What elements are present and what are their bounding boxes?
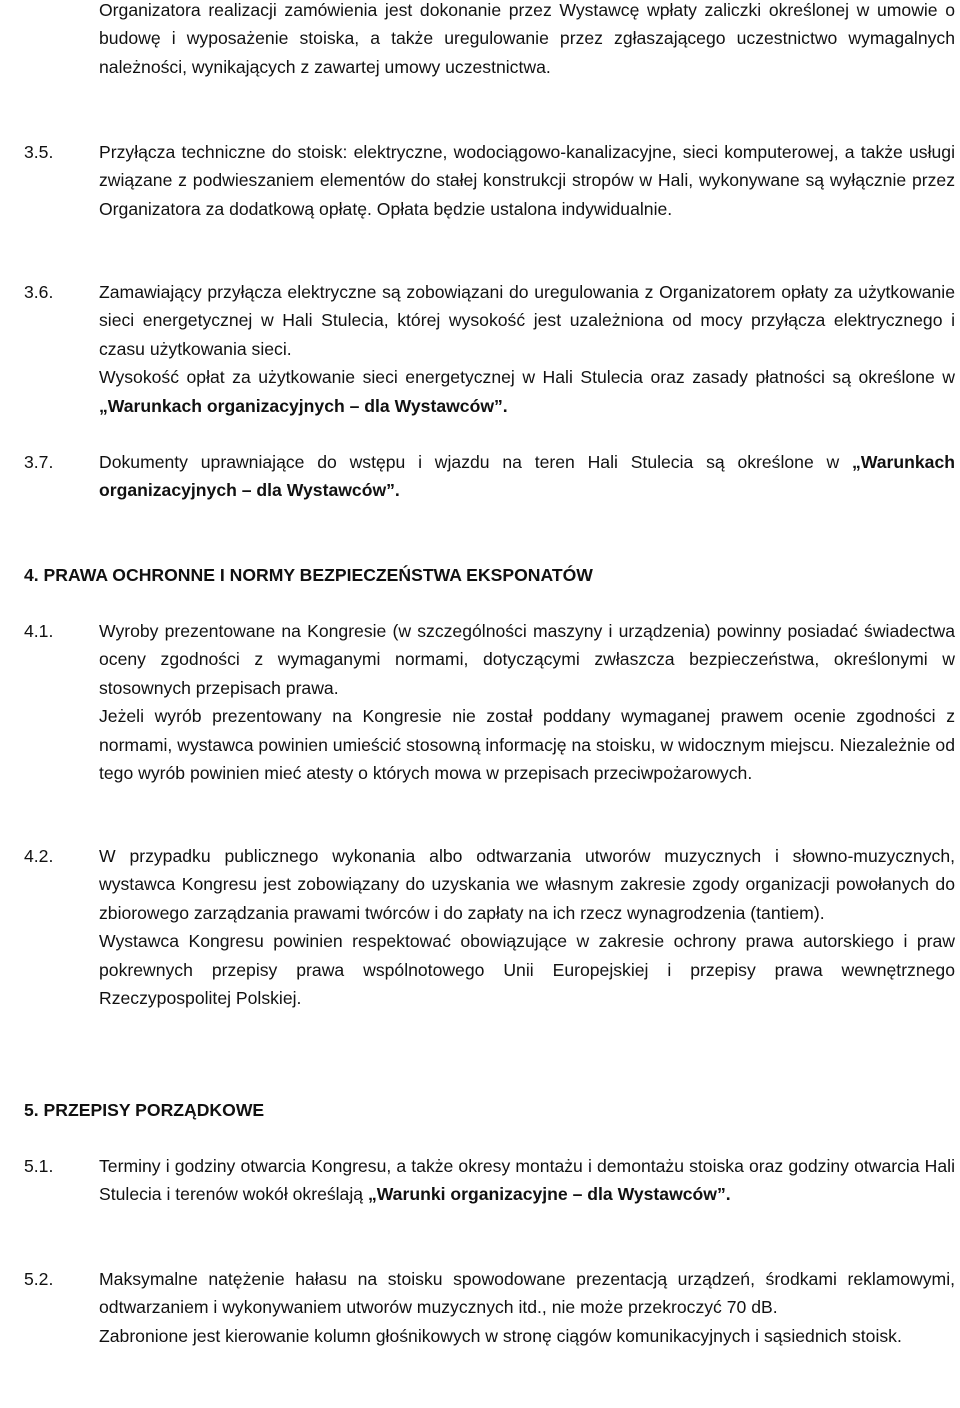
section-text: Przyłącza techniczne do stoisk: elektryczne, wodociągowo-kanalizacyjne, sieci komputerowej, a także usługi związane z podwieszaniem elementów do stałej konstrukcji stropów w Hali, wykonywane są wyłącznie przez Organizatora za dodatkową opłatę. Opłata będzie ustalona indywidualnie. [99,142,955,219]
paragraph-text: Wysokość opłat za użytkowanie sieci energetycznej w Hali Stulecia oraz zasady płatności są określone w [99,367,955,388]
section-text [99,617,955,787]
section-number: 4.2. [24,846,54,866]
section-number: 3.5. [24,142,54,162]
paragraph: Jeżeli wyrób prezentowany na Kongresie nie został poddany wymaganej prawem ocenie zgodności z normami, wystawca powinien umieścić stosowną informację na stoisku, w widocznym miejscu. Niezależnie od tego wyrób powinien mieć atesty o których mowa w przepisach przeciwpożarowych. [99,706,955,784]
paragraph: Wystawca Kongresu powinien respektować obowiązujące w zakresie ochrony prawa autorskiego i praw pokrewnych przepisy prawa wspólnotowego Unii Europejskiej i przepisy prawa wewnętrznego Rzeczypospolitej Polskiej. [99,931,955,1009]
section-heading-5: 5. PRZEPISY PORZĄDKOWE [24,1100,265,1120]
paragraph: Zamawiający przyłącza elektryczne są zobowiązani do uregulowania z Organizatorem opłaty za użytkowanie sieci energetycznej w Hali Stulecia, której wysokość jest uzależniona od mocy przyłącza elektrycznego i czasu użytkowania sieci. [99,282,955,359]
paragraph: Zabronione jest kierowanie kolumn głośnikowych w stronę ciągów komunikacyjnych i sąsiednich stoisk. [99,1325,902,1346]
paragraph: W przypadku publicznego wykonania albo odtwarzania utworów muzycznych i słowno-muzycznych, wystawca Kongresu jest zobowiązany do uzyskania we własnym zakresie zgody organizacji powołanych do zbiorowego zarządzania prawami twórców i do zapłaty na ich rzecz wynagrodzenia (tantiem). [99,846,955,923]
section-number: 5.2. [24,1269,54,1289]
paragraph-text: Terminy i godziny otwarcia Kongresu, a także okresy montażu i demontażu stoiska oraz godziny otwarcia Hali Stulecia i terenów wokół określają [99,1156,955,1205]
document-reference: „Warunkach organizacyjnych – dla Wystawców”. [99,395,508,416]
document-reference: „Warunki organizacyjne – dla Wystawców”. [367,1184,731,1205]
section-text [99,1265,955,1350]
section-text [99,1152,955,1209]
paragraph: Wyroby prezentowane na Kongresie (w szczególności maszyny i urządzenia) powinny posiadać świadectwa oceny zgodności z wymaganymi normami, dotyczącymi zwłaszcza bezpieczeństwa, określonymi w stosownych przepisach prawa. [99,621,955,698]
section-heading-4: 4. PRAWA OCHRONNE I NORMY BEZPIECZEŃSTWA EKSPONATÓW [24,565,593,585]
section-text [99,278,955,420]
section-number: 3.6. [24,282,54,302]
section-number: 3.7. [24,452,54,472]
document-reference: „Warunkach organizacyjnych – dla Wystawców”. [99,452,955,501]
paragraph [99,363,955,420]
paragraph: Maksymalne natężenie hałasu na stoisku spowodowane prezentacją urządzeń, środkami reklamowymi, odtwarzaniem i wykonywaniem utworów muzycznych itd., nie może przekroczyć 70 dB. [99,1269,955,1318]
section-number: 4.1. [24,621,54,641]
section-text [99,448,955,505]
paragraph-text: Dokumenty uprawniające do wstępu i wjazdu na teren Hali Stulecia są określone w [99,452,853,472]
intro-text: Organizatora realizacji zamówienia jest dokonanie przez Wystawcę wpłaty zaliczki określonej w umowie o budowę i wyposażenie stoiska, a także uregulowanie przez zgłaszającego uczestnictwo wymagalnych należności, wynikających z zawartej umowy uczestnictwa. [99,0,955,77]
section-text [99,842,955,1012]
section-number: 5.1. [24,1156,54,1176]
